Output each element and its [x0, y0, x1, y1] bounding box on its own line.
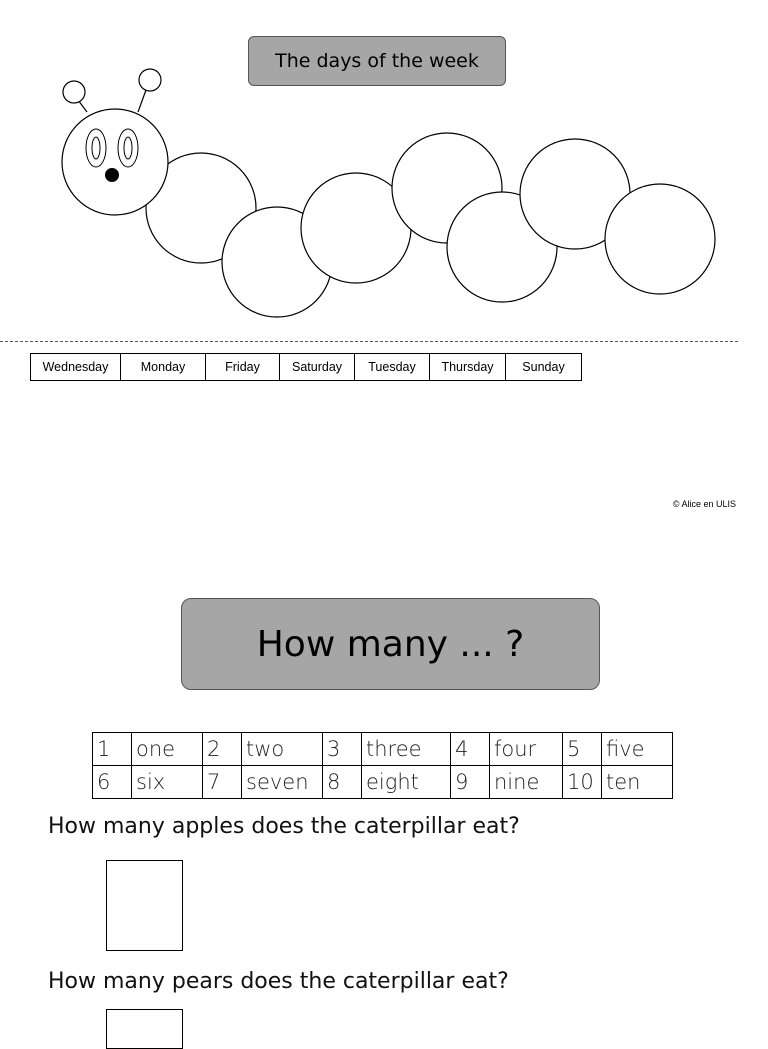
number-digit: 8: [323, 766, 362, 799]
day-label[interactable]: Sunday: [522, 360, 565, 374]
cut-line: [0, 341, 738, 342]
antenna-right-tip: [139, 69, 161, 91]
days-of-week-title: The days of the week: [248, 36, 506, 86]
number-word: six: [132, 766, 203, 799]
number-word: three: [362, 733, 451, 766]
day-label[interactable]: Thursday: [430, 354, 506, 380]
day-label[interactable]: Wednesday: [31, 354, 121, 380]
number-digit: 9: [451, 766, 490, 799]
number-word: eight: [362, 766, 451, 799]
days-label-strip: [30, 353, 582, 381]
table-row: [93, 733, 673, 766]
question-pears: How many pears does the caterpillar eat?: [48, 969, 509, 994]
caterpillar-illustration: [0, 0, 768, 330]
number-digit: 10: [563, 766, 602, 799]
number-words-table: [92, 732, 673, 799]
number-digit: 6: [93, 766, 132, 799]
number-word: seven: [242, 766, 323, 799]
pupil-left: [92, 137, 100, 159]
antenna-left-tip: [63, 81, 85, 103]
number-digit: 5: [563, 733, 602, 766]
number-digit: 1: [93, 733, 132, 766]
antenna-right: [138, 90, 146, 112]
number-word: two: [242, 733, 323, 766]
pupil-right: [124, 137, 132, 159]
number-digit: 2: [203, 733, 242, 766]
copyright-note: © Alice en ULIS: [672, 499, 736, 509]
how-many-title: How many ... ?: [181, 598, 600, 690]
number-digit: 4: [451, 733, 490, 766]
mouth: [105, 168, 119, 182]
body-segment-7: [605, 184, 715, 294]
day-label[interactable]: Tuesday: [355, 354, 430, 380]
caterpillar-head: [62, 109, 168, 215]
question-apples: How many apples does the caterpillar eat?: [48, 814, 520, 839]
day-label[interactable]: Monday: [121, 354, 206, 380]
day-label[interactable]: Friday: [206, 354, 280, 380]
number-word: four: [490, 733, 563, 766]
number-word: nine: [490, 766, 563, 799]
number-digit: 3: [323, 733, 362, 766]
number-word: one: [132, 733, 203, 766]
day-label[interactable]: Saturday: [280, 354, 355, 380]
number-word: five: [602, 733, 673, 766]
number-word: ten: [602, 766, 673, 799]
answer-box-apples[interactable]: [106, 860, 183, 951]
table-row: [93, 766, 673, 799]
number-digit: 7: [203, 766, 242, 799]
answer-box-pears[interactable]: [106, 1009, 183, 1049]
